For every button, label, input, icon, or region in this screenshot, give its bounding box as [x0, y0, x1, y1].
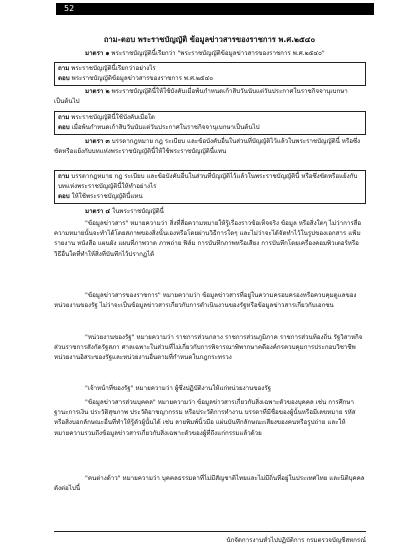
section-2 [54, 87, 366, 107]
answer-label: ตอบ [58, 124, 70, 131]
question-line [58, 113, 362, 123]
answer-label: ตอบ [58, 193, 70, 200]
section-4-text: ในพระราชบัญญัตินี้ [110, 208, 164, 215]
section-4 [54, 207, 366, 217]
definition-state-official: "เจ้าหน้าที่ของรัฐ" หมายความว่า ผู้ซึ่งปฏิบัติงานให้แก่หน่วยงานของรัฐ [85, 385, 272, 392]
answer-text: เมื่อพ้นกำหนดเก้าสิบวันนับแต่วันประกาศในราชกิจจานุเบกษาเป็นต้นไป [69, 124, 260, 131]
section-4-label: มาตรา ๔ [85, 208, 111, 215]
definition-personal-information: "ข้อมูลข่าวสารส่วนบุคคล" หมายความว่า ข้อมูลข่าวสารเกี่ยวกับสิ่งเฉพาะตัวของบุคคล เช่น การศึกษา ฐานะการเงิน ประวัติสุขภาพ ประวัติอาชญากรรม หรือประวัติการทำงาน บรรดาที่มีชื่อของผู้นั้นหรือมีเลขหมาย รหัส หรือสิ่งบอกลักษณะอื่นที่ทำให้รู้ตัวผู้นั้นได้ เช่น ลายพิมพ์นิ้วมือ แผ่นบันทึกลักษณะเสียงของคนหรือรูปถ่าย และให้หมายความรวมถึงข้อมูลข่าวสารเกี่ยวกับสิ่งเฉพาะตัวของผู้ที่ถึงแก่กรรมแล้วด้วย [54, 399, 356, 437]
page-footer: นักจัดการงานทั่วไปปฏิบัติการ กรมตรวจบัญชีสหกรณ์ [54, 531, 366, 545]
answer-label: ตอบ [58, 75, 70, 82]
definition-state-agency: "หน่วยงานของรัฐ" หมายความว่า ราชการส่วนกลาง ราชการส่วนภูมิภาค ราชการส่วนท้องถิ่น รัฐวิสาหกิจ ส่วนราชการสังกัดรัฐสภา ศาลเฉพาะในส่วนที่ไม่เกี่ยวกับการพิจารณาพิพากษาคดีองค์กรควบคุมการประกอบวิชาชีพ หน่วยงานอิสระของรัฐและหน่วยงานอื่นตามที่กำหนดในกฎกระทรวง [54, 334, 363, 362]
qa-box-1 [54, 62, 366, 86]
question-text: พระราชบัญญัตินี้เรียกว่าอย่างไร [69, 65, 156, 72]
page-title: ถาม-ตอบ พระราชบัญญัติ ข้อมูลข่าวสารของราชการ พ.ศ.๒๕๔๐ [103, 35, 316, 44]
question-label: ถาม [58, 173, 70, 180]
section-1 [54, 49, 366, 59]
qa-box-2 [54, 111, 366, 135]
question-line [58, 172, 362, 192]
page-number: 52 [56, 3, 374, 15]
answer-text: พระราชบัญญัติข้อมูลข่าวสารของราชการ พ.ศ.๒๕๔๐ [69, 75, 214, 82]
definition-information: "ข้อมูลข่าวสาร" หมายความว่า สิ่งที่สื่อความหมายให้รู้เรื่องราวข้อเท็จจริง ข้อมูล หรือสิ่งใดๆ ไม่ว่าการสื่อความหมายนั้นจะทำได้โดยสภาพของสิ่งนั้นเองหรือโดยผ่านวิธีการใดๆ และไม่ว่าจะได้จัดทำไว้ในรูปของเอกสาร แฟ้ม รายงาน หนังสือ แผนผัง แผนที่ภาพวาด ภาพถ่าย ฟิล์ม การบันทึกภาพหรือเสียง การบันทึกโดยเครื่องคอมพิวเตอร์หรือวิธีอื่นใดที่ทำให้สิ่งที่บันทึกไว้ปรากฏได้ [54, 220, 362, 258]
section-2-text: พระราชบัญญัตินี้ให้ใช้บังคับเมื่อพ้นกำหนดเก้าสิบวันนับแต่วันประกาศในราชกิจจานุเบกษาเป็นต้นไป [54, 88, 348, 106]
section-1-text: พระราชบัญญัตินี้เรียกว่า "พระราชบัญญัติข้อมูลข่าวสารของราชการ พ.ศ.๒๕๔๐" [109, 50, 325, 57]
question-label: ถาม [58, 114, 70, 121]
section-3-label: มาตรา ๓ [85, 138, 110, 145]
answer-line [58, 123, 362, 133]
answer-line [58, 74, 362, 84]
answer-line [58, 192, 362, 202]
section-3-text: บรรดากฎหมาย กฎ ระเบียบ และข้อบังคับอื่นในส่วนที่บัญญัติไว้แล้วในพระราชบัญญัตินี้ หรือซึ่งขัดหรือแย้งกับบทแห่งพระราชบัญญัตินี้ให้ใช้พระราชบัญญัตินี้แทน [54, 138, 361, 156]
qa-box-3 [54, 170, 366, 204]
definition-alien: "คนต่างด้าว" หมายความว่า บุคคลธรรมดาที่ไม่มีสัญชาติไทยและไม่มีถิ่นที่อยู่ในประเทศไทย และนิติบุคคลดังต่อไปนี้ [54, 475, 365, 493]
question-text: พระราชบัญญัตินี้ใช้บังคับเมื่อใด [69, 114, 155, 121]
section-3 [54, 137, 366, 157]
question-label: ถาม [58, 65, 70, 72]
section-2-label: มาตรา ๒ [85, 88, 110, 95]
question-line [58, 64, 362, 74]
definition-official-information: "ข้อมูลข่าวสารของราชการ" หมายความว่า ข้อมูลข่าวสารที่อยู่ในความครอบครองหรือควบคุมดูแลของหน่วยงานของรัฐ ไม่ว่าจะเป็นข้อมูลข่าวสารเกี่ยวกับการดำเนินงานของรัฐหรือข้อมูลข่าวสารเกี่ยวกับเอกชน [54, 292, 357, 310]
answer-text: ให้ใช้พระราชบัญญัตินี้แทน [69, 193, 143, 200]
section-1-label: มาตรา ๑ [85, 50, 110, 57]
question-text: บรรดากฎหมาย กฎ ระเบียบ และข้อบังคับอื่นในส่วนที่บัญญัติไว้แล้วในพระราชบัญญัตินี้ หรือซึ่งขัดหรือแย้งกับบทแห่งพระราชบัญญัตินี้ให้ทำอย่างไร [58, 173, 358, 190]
